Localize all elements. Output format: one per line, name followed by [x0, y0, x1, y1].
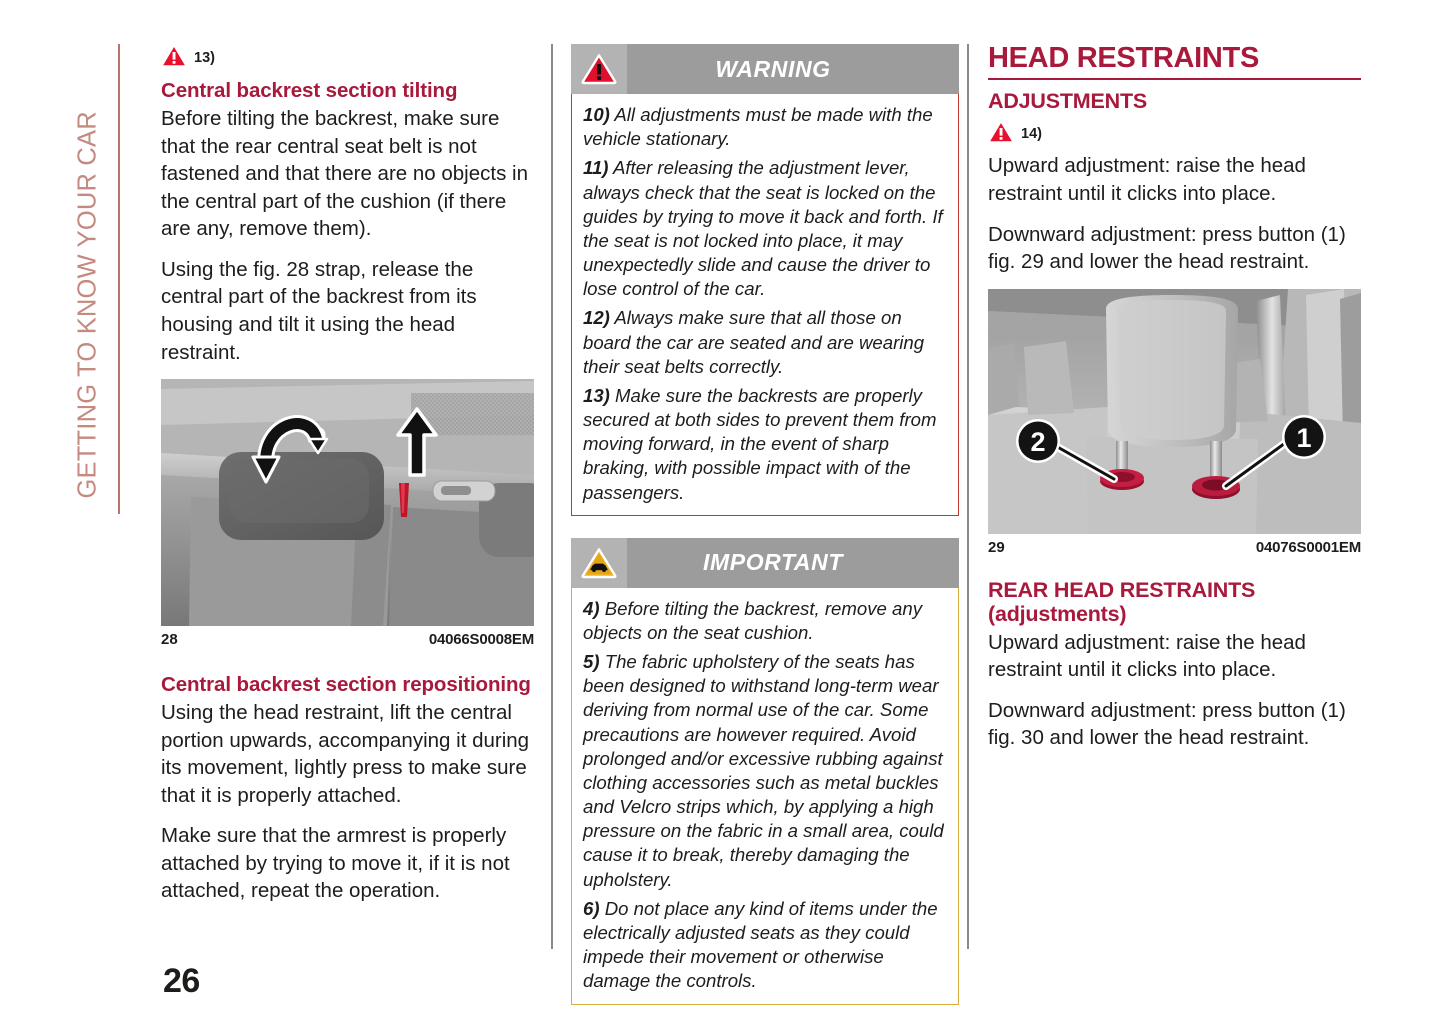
chapter-label: GETTING TO KNOW YOUR CAR — [73, 111, 102, 499]
red-warning-triangle-icon — [581, 53, 617, 85]
warning-item — [583, 103, 947, 151]
warning-item-text: Always make sure that all those on board the car are seated and are wearing their seat belts correctly. — [583, 307, 925, 377]
heading-central-backrest-tilting: Central backrest section tilting — [161, 79, 458, 102]
paragraph-adjust-down: Downward adjustment: press button (1) fig. 29 and lower the head restraint. — [988, 222, 1346, 274]
warning-item-text: Make sure the backrests are properly secured at both sides to prevent them from moving forward, in the event of sharp braking, with possible impact with of the passengers. — [583, 384, 937, 503]
warning-item — [583, 306, 947, 379]
figure-29-callout-1: 1 — [1296, 422, 1312, 453]
subsection-adjustments: ADJUSTMENTS — [988, 89, 1148, 114]
warning-item — [583, 156, 947, 301]
figure-28 — [161, 379, 534, 648]
warning-box-icon-cell — [571, 44, 627, 94]
warning-box — [571, 44, 959, 516]
warning-item — [583, 384, 947, 505]
heading-central-backrest-repositioning: Central backrest section repositioning — [161, 673, 531, 697]
important-box-title: IMPORTANT — [703, 549, 843, 576]
important-item-number: 4) — [583, 597, 600, 619]
paragraph-rear-adjust-up: Upward adjustment: raise the head restraint until it clicks into place. — [988, 630, 1306, 682]
important-item-text: Before tilting the backrest, remove any objects on the seat cushion. — [583, 597, 923, 643]
figure-29 — [988, 289, 1361, 556]
figure-29-code: 04076S0001EM — [1255, 538, 1361, 556]
paragraph-tilting-2: Using the fig. 28 strap, release the central part of the backrest from its housing and tilt it using the head restraint. — [161, 257, 477, 364]
warning-triangle-icon — [988, 120, 1014, 143]
warning-reference-14 — [988, 120, 1361, 143]
column-three — [988, 44, 1361, 752]
warning-ref-number: 14) — [1021, 125, 1042, 142]
column-two — [571, 44, 959, 1005]
important-item — [583, 897, 947, 994]
warning-item-number: 12) — [583, 307, 610, 329]
important-item-text: Do not place any kind of items under the electrically adjusted seats as they could impede their movement or otherwise damage the controls. — [583, 897, 938, 992]
warning-box-title: WARNING — [715, 55, 831, 82]
warning-item-number: 10) — [583, 104, 610, 125]
figure-28-number: 28 — [161, 631, 178, 649]
important-item — [583, 650, 947, 892]
warning-ref-number: 13) — [194, 49, 215, 66]
warning-item-text: All adjustments must be made with the vehicle stationary. — [583, 104, 933, 150]
figure-29-image — [988, 289, 1361, 534]
paragraph-repositioning-1: Using the head restraint, lift the central portion upwards, accompanying it during its movement, lightly press to make sure that it is properly attached. — [161, 701, 530, 807]
important-box — [571, 538, 959, 1005]
column-separator-2 — [967, 44, 969, 949]
chapter-tab-rule — [118, 44, 120, 514]
paragraph-tilting-1: Before tilting the backrest, make sure that the rear central seat belt is not fastened and that there are no objects in the central part of the cushion (if there are any, remove them). — [161, 107, 528, 241]
important-box-icon-cell — [571, 538, 627, 588]
important-item-number: 5) — [583, 651, 600, 673]
column-one — [161, 44, 534, 905]
figure-29-caption — [988, 539, 1361, 556]
figure-28-code: 04066S0008EM — [428, 631, 534, 649]
warning-reference-13 — [161, 44, 534, 67]
subsection-rear-head-restraints — [988, 578, 1361, 626]
important-item-text: The fabric upholstery of the seats has been designed to withstand long-term wear deriving from normal use of the car. Some precautions are however required. Avoid prolonged and/or excessive rubbing against clothing accessories such as metal buckles and Velcro strips which, by applying a high pressure on the fabric in a small area, could cause it to break, thereby damaging the upholstery. — [583, 651, 944, 890]
warning-item-number: 11) — [583, 157, 609, 179]
warning-box-body — [571, 94, 959, 516]
section-title-rule — [988, 78, 1361, 80]
warning-box-header — [571, 44, 959, 94]
section-title-head-restraints: HEAD RESTRAINTS — [988, 42, 1260, 74]
important-box-body — [571, 588, 959, 1005]
important-item — [583, 597, 947, 645]
subsection-rear-line2: (adjustments) — [988, 601, 1127, 626]
column-separator-1 — [551, 44, 553, 949]
paragraph-adjust-up: Upward adjustment: raise the head restraint until it clicks into place. — [988, 154, 1306, 205]
chapter-side-tab — [58, 44, 120, 514]
subsection-rear-line1: REAR HEAD RESTRAINTS — [988, 577, 1256, 602]
figure-28-caption — [161, 631, 534, 648]
figure-29-number: 29 — [988, 538, 1005, 556]
warning-item-number: 13) — [583, 384, 610, 406]
important-item-number: 6) — [583, 897, 600, 919]
figure-29-callout-2: 2 — [1030, 426, 1046, 457]
warning-item-text: After releasing the adjustment lever, always check that the seat is locked on the guides by trying to move it back and forth. If the seat is not locked into place, it may unexpectedly slide and cause the driver to lose control of the car. — [583, 157, 943, 300]
figure-28-image — [161, 379, 534, 626]
paragraph-repositioning-2: Make sure that the armrest is properly attached by trying to move it, if it is not attached, repeat the operation. — [161, 824, 510, 903]
paragraph-rear-adjust-down: Downward adjustment: press button (1) fig. 30 and lower the head restraint. — [988, 698, 1346, 750]
important-box-header — [571, 538, 959, 588]
amber-car-triangle-icon — [581, 547, 617, 579]
page-number: 26 — [163, 962, 200, 1000]
warning-triangle-icon — [161, 44, 187, 67]
